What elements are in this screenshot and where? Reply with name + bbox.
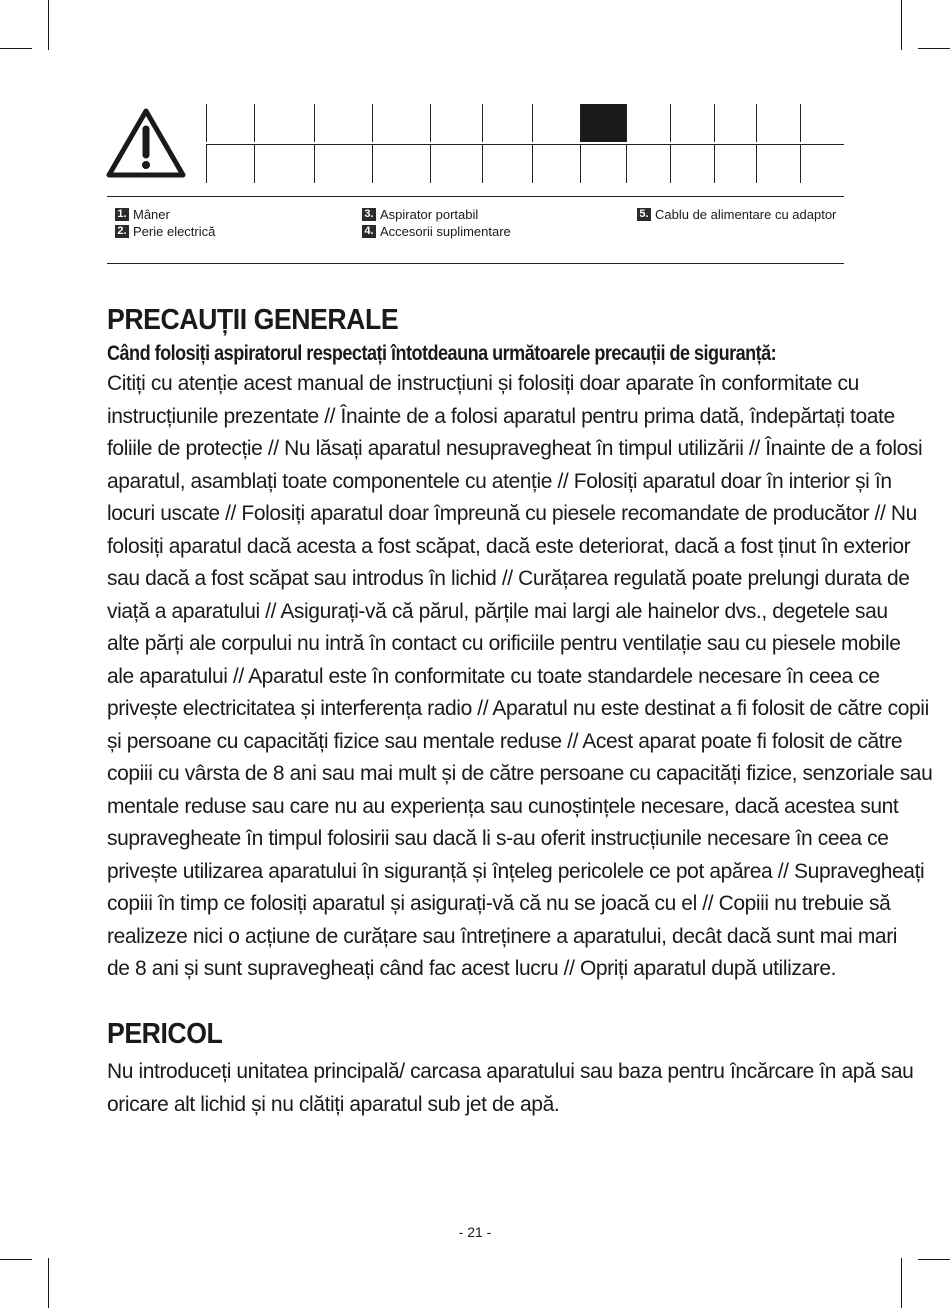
language-tab — [626, 104, 670, 142]
text-line: alte părți ale corpului nu intră în contact cu orificiile pentru ventilație sau cu piesele mobile — [107, 632, 901, 655]
parts-legend-item — [115, 223, 215, 240]
page-number: - 21 - — [458, 1224, 492, 1240]
crop-mark — [918, 1259, 950, 1260]
language-tab — [532, 104, 580, 142]
language-tab — [314, 104, 372, 142]
parts-legend-column — [115, 206, 215, 240]
language-tab — [430, 104, 482, 142]
general-precautions-title: PRECAUȚII GENERALE — [107, 304, 399, 336]
text-line: realizeze nici o acțiune de curățare sau întreținere a aparatului, decât dacă sunt mai mari — [107, 924, 898, 948]
language-tab — [800, 145, 844, 183]
warning-triangle-icon — [104, 105, 188, 181]
part-number: 1. — [115, 208, 129, 221]
text-line: mentale reduse sau care nu au experiența sau cunoștințele necesare, dacă acestea sunt — [107, 794, 899, 818]
text-line: copiii cu vârsta de 8 ani sau mai mult și de către persoane cu capacități fizice, senzoriale sau — [107, 762, 933, 785]
parts-legend-item — [115, 206, 215, 223]
danger-title: PERICOL — [107, 1018, 223, 1050]
part-label: Aspirator portabil — [380, 207, 479, 222]
language-tab — [482, 145, 532, 183]
parts-legend-column — [637, 206, 837, 223]
language-tab-active — [580, 104, 626, 142]
crop-mark — [48, 1258, 49, 1308]
text-line: copiii în timp ce folosiți aparatul și asigurați-vă că nu se joacă cu el // Copiii nu trebuie să — [107, 892, 891, 915]
crop-mark — [901, 0, 902, 50]
language-tab-row — [206, 104, 844, 142]
text-line: instrucțiunile prezentate // Înainte de a folosi aparatul pentru prima dată, îndepărtați toate — [107, 404, 895, 428]
parts-legend-item — [362, 206, 511, 223]
text-line: sau dacă a fost scăpat sau introdus în lichid // Curățarea regulată poate prelungi durata de — [107, 567, 910, 590]
crop-mark — [901, 1258, 902, 1308]
language-tab — [206, 145, 254, 183]
language-tab — [206, 104, 254, 142]
part-label: Accesorii suplimentare — [380, 224, 511, 239]
language-tab — [314, 145, 372, 183]
part-number: 2. — [115, 225, 129, 238]
general-precautions-lead: Când folosiți aspiratorul respectați întotdeauna următoarele precauții de siguranță: — [107, 342, 777, 365]
language-tab — [372, 145, 430, 183]
part-number: 3. — [362, 208, 376, 221]
parts-legend-item — [637, 206, 837, 223]
language-tab — [670, 104, 714, 142]
language-tab-grid — [206, 104, 844, 184]
language-tab — [372, 104, 430, 142]
language-tab — [626, 145, 670, 183]
language-tab-row — [206, 144, 844, 183]
language-tab — [756, 104, 800, 142]
language-tab — [482, 104, 532, 142]
text-line: folosiți aparatul dacă acesta a fost scăpat, dacă este deteriorat, dacă a fost ținut în exterior — [107, 534, 911, 558]
language-tab — [254, 104, 314, 142]
language-tab — [670, 145, 714, 183]
part-number: 4. — [362, 225, 376, 238]
parts-legend-item — [362, 223, 511, 240]
part-label: Perie electrică — [133, 224, 216, 239]
text-line: privește electricitatea și interferența radio // Aparatul nu este destinat a fi folosit de către copii — [107, 697, 929, 720]
crop-mark — [0, 1259, 32, 1260]
part-label: Cablu de alimentare cu adaptor — [655, 207, 837, 222]
text-line: foliile de protecție // Nu lăsați aparatul nesupravegheat în timpul utilizării // Înainte de a folosi — [107, 437, 923, 460]
part-number: 5. — [637, 208, 651, 221]
language-tab — [430, 145, 482, 183]
crop-mark — [0, 48, 32, 49]
language-tab — [800, 104, 844, 142]
text-line: ale aparatului // Aparatul este în conformitate cu toate standardele necesare în ceea ce — [107, 664, 880, 688]
text-line: de 8 ani și sunt supravegheați când fac acest lucru // Opriți aparatul după utilizare. — [107, 957, 837, 980]
language-tab — [254, 145, 314, 183]
text-line: locuri uscate // Folosiți aparatul doar împreună cu piesele recomandate de producător // Nu — [107, 502, 917, 525]
parts-legend-column — [362, 206, 511, 240]
text-line: aparatul, asamblați toate componentele cu atenție // Folosiți aparatul doar în interior și în — [107, 469, 892, 493]
legend-top-rule — [107, 196, 844, 197]
general-precautions-text — [107, 368, 933, 986]
language-tab — [714, 145, 756, 183]
crop-mark — [48, 0, 49, 50]
legend-bottom-rule — [107, 263, 844, 264]
text-line: viață a aparatului // Asigurați-vă că părul, părțile mai largi ale hainelor dvs., degetele sau — [107, 599, 888, 623]
text-line: Nu introduceți unitatea principală/ carcasa aparatului sau baza pentru încărcare în apă sau — [107, 1060, 914, 1083]
crop-mark — [918, 48, 950, 49]
text-line: Citiți cu atenție acest manual de instrucțiuni și folosiți doar aparate în conformitate cu — [107, 372, 859, 395]
part-label: Mâner — [133, 207, 170, 222]
text-line: oricare alt lichid și nu clătiți aparatul sub jet de apă. — [107, 1092, 560, 1116]
text-line: privește utilizarea aparatului în siguranță și înțeleg pericolele ce pot apărea // Supravegheați — [107, 859, 925, 883]
text-line: supravegheate în timpul folosirii sau dacă li s-au oferit instrucțiunile necesare în ceea ce — [107, 827, 889, 850]
language-tab — [714, 104, 756, 142]
language-tab — [756, 145, 800, 183]
language-tab — [580, 145, 626, 183]
text-line: și persoane cu capacități fizice sau mentale reduse // Acest aparat poate fi folosit de către — [107, 729, 903, 753]
danger-text — [107, 1056, 914, 1121]
language-tab — [532, 145, 580, 183]
